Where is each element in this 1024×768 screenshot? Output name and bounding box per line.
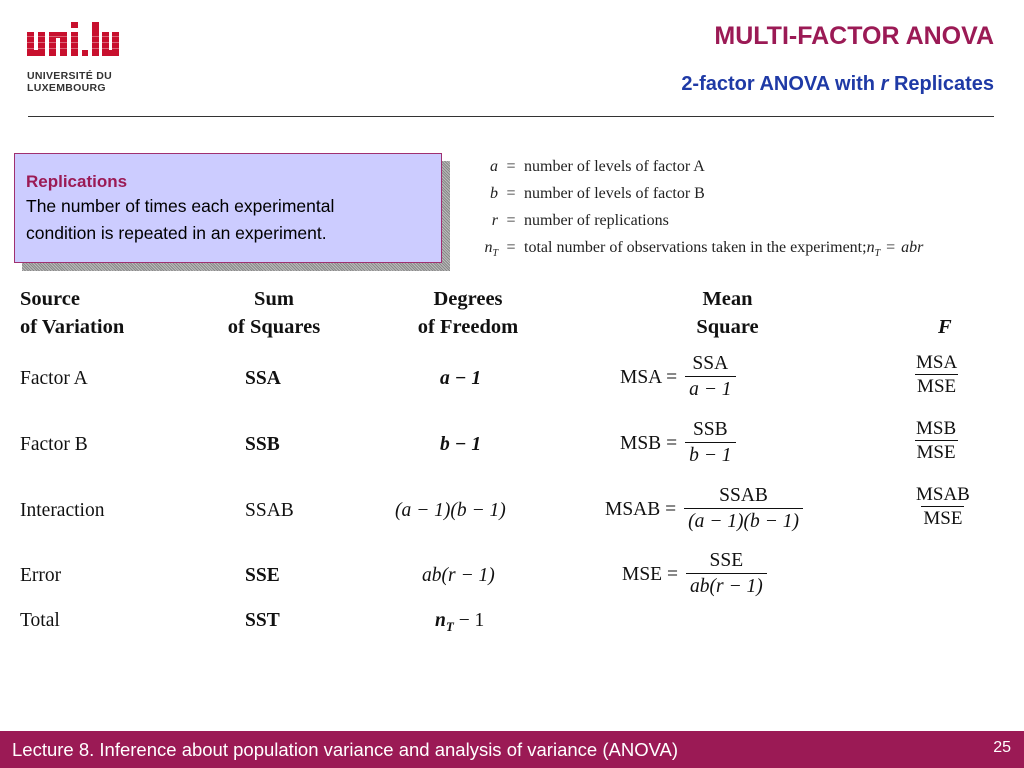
slide-title: MULTI-FACTOR ANOVA	[714, 22, 994, 50]
definition-line-2: condition is repeated in an experiment.	[26, 223, 327, 243]
logo-line-2: LUXEMBOURG	[27, 82, 106, 94]
row-ms	[620, 352, 736, 403]
logo-text	[27, 70, 147, 94]
header-f: F	[938, 316, 952, 338]
variable-symbol: a	[490, 158, 498, 175]
ms-numerator: SSE	[709, 550, 744, 571]
equals-sign: =	[506, 158, 516, 175]
university-logo	[27, 20, 147, 94]
ms-numerator: SSAB	[719, 485, 768, 506]
row-source: Factor B	[20, 434, 88, 455]
ms-label	[622, 564, 686, 586]
total-symbol	[867, 239, 881, 259]
f-numerator: MSAB	[916, 484, 970, 505]
header-degrees-of-freedom	[400, 285, 536, 341]
f-denominator: MSE	[916, 442, 956, 463]
f-denominator: MSE	[917, 376, 957, 397]
ms-fraction	[685, 352, 735, 403]
definition-line-1: The number of times each experimental	[26, 196, 335, 216]
variable-symbol-base: n	[484, 239, 493, 256]
subtitle-post: Replicates	[888, 73, 994, 95]
equals-sign: =	[666, 563, 678, 585]
variable-row	[478, 185, 923, 212]
equals-sign: =	[506, 212, 516, 229]
header-df-line-2: of Freedom	[417, 316, 519, 338]
header-ms-line-2: Square	[696, 316, 759, 338]
row-ss: SSE	[245, 565, 280, 586]
df-subscript: T	[445, 618, 454, 634]
variable-description: total number of observations taken in the experiment;	[524, 239, 867, 256]
ms-label-text: MSB	[620, 432, 662, 454]
header-divider	[28, 116, 994, 117]
equals-sign: =	[886, 239, 896, 256]
total-value: abr	[901, 239, 924, 256]
equals-sign: =	[506, 185, 516, 202]
row-ms	[605, 484, 803, 535]
footer-bar	[0, 731, 1024, 768]
total-symbol-base: n	[866, 239, 875, 256]
definition-box	[14, 153, 442, 263]
header-source-line-2: of Variation	[20, 316, 125, 338]
page-number: 25	[993, 739, 1011, 756]
variable-symbol	[478, 239, 498, 259]
header-ss-line-2: of Squares	[227, 316, 321, 338]
df-symbol: n	[435, 610, 446, 631]
equals-sign: =	[666, 366, 678, 388]
subtitle-pre: 2-factor ANOVA with	[681, 73, 881, 95]
header-mean-square	[680, 285, 775, 341]
row-df: ab(r − 1)	[422, 565, 495, 586]
variable-symbol: b	[490, 185, 498, 202]
row-df: a − 1	[440, 368, 482, 389]
ms-fraction	[684, 484, 803, 535]
definition-title: Replications	[26, 172, 128, 191]
equals-sign: =	[665, 498, 677, 520]
header-source-line-1: Source	[20, 288, 80, 310]
logo-line-1: UNIVERSITÉ DU	[27, 70, 112, 82]
header-df-line-1: Degrees	[433, 288, 503, 310]
variable-symbol: r	[491, 212, 498, 229]
ms-fraction	[685, 418, 735, 469]
row-f	[914, 484, 972, 531]
subtitle-var: r	[880, 73, 889, 95]
header-ms-line-1: Mean	[702, 288, 753, 310]
row-ss: SSB	[245, 434, 280, 455]
logo-mark	[27, 20, 147, 64]
slide-subtitle	[681, 73, 994, 96]
row-ss: SSAB	[245, 500, 294, 521]
ms-label	[620, 367, 685, 389]
ms-fraction	[686, 549, 767, 600]
row-source: Total	[20, 610, 60, 631]
ms-denominator: (a − 1)(b − 1)	[684, 508, 803, 535]
variable-row	[478, 158, 923, 185]
row-ms	[622, 549, 767, 600]
ms-label	[620, 433, 685, 455]
row-ss: SST	[245, 610, 280, 631]
variable-description: number of levels of factor A	[524, 158, 705, 175]
row-source: Error	[20, 565, 62, 586]
variable-description: number of levels of factor B	[524, 185, 705, 202]
uni-lu-wordmark	[27, 20, 119, 64]
variable-subscript: T	[492, 248, 498, 260]
f-denominator: MSE	[923, 508, 963, 529]
header-source	[20, 285, 124, 341]
row-f	[914, 418, 958, 465]
ms-denominator: ab(r − 1)	[686, 573, 767, 600]
row-f	[914, 352, 959, 399]
equals-sign: =	[506, 239, 516, 256]
ms-label-text: MSA	[620, 366, 662, 388]
row-ss: SSA	[245, 368, 281, 389]
df-rest: − 1	[453, 610, 485, 631]
equals-sign: =	[666, 432, 678, 454]
f-numerator: MSB	[916, 418, 957, 439]
row-df: (a − 1)(b − 1)	[395, 500, 506, 521]
variable-definitions	[478, 158, 923, 266]
header-ss-line-1: Sum	[254, 288, 294, 310]
ms-denominator: a − 1	[685, 376, 735, 403]
row-df	[435, 610, 484, 635]
ms-label	[605, 499, 684, 521]
footer-text: Lecture 8. Inference about population variance and analysis of variance (ANOVA)	[12, 739, 679, 760]
ms-denominator: b − 1	[685, 442, 735, 469]
row-df: b − 1	[440, 434, 482, 455]
variable-row	[478, 239, 923, 266]
row-source: Factor A	[20, 368, 88, 389]
ms-numerator: SSA	[692, 353, 729, 374]
row-source: Interaction	[20, 500, 105, 521]
ms-numerator: SSB	[692, 419, 728, 440]
variable-description: number of replications	[524, 212, 669, 229]
f-numerator: MSA	[916, 352, 958, 373]
total-subscript: T	[874, 248, 881, 260]
ms-label-text: MSAB	[605, 498, 661, 520]
ms-label-text: MSE	[622, 563, 663, 585]
variable-row	[478, 212, 923, 239]
header-sum-of-squares	[214, 285, 334, 341]
row-ms	[620, 418, 736, 469]
